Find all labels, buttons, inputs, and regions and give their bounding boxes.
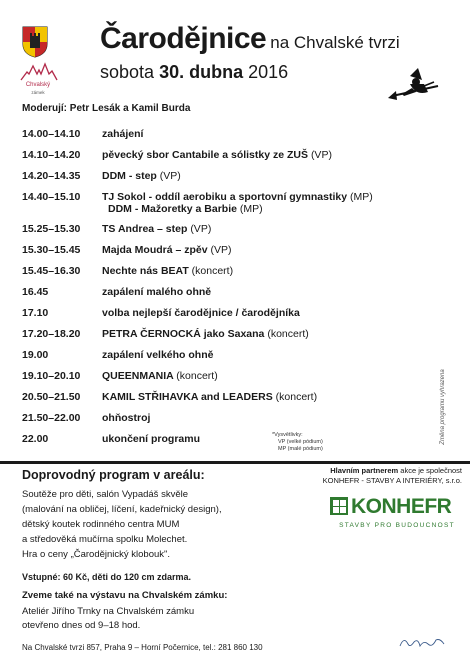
section-divider: [0, 461, 470, 464]
schedule-event: ohňostroj: [102, 412, 151, 424]
schedule-event: PETRA ČERNOCKÁ jako Saxana: [102, 328, 265, 340]
schedule-row: [22, 349, 382, 370]
chvalsky-logo-text: Chvalský zámek: [25, 82, 51, 95]
konhefr-logo-text: KONHEFR: [351, 495, 452, 518]
moderators: Moderují: Petr Lesák a Kamil Burda: [22, 103, 191, 114]
accompanying-line: Soutěže pro děti, salón Vypadáš skvěle: [22, 489, 188, 500]
program-change-note: Změna programu vyhrazena: [440, 369, 446, 445]
schedule-event: DDM - step: [102, 170, 157, 182]
partner-info: Hlavním partnerem akce je společnost KONHEFR - STAVBY A INTERIÉRY, s.r.o.: [322, 466, 462, 485]
schedule-time: 14.10–14.20: [22, 149, 81, 161]
schedule-event: TS Andrea – step: [102, 223, 188, 235]
schedule-time: 16.45: [22, 286, 49, 298]
schedule-time: 19.10–20.10: [22, 370, 81, 382]
konhefr-logo: [330, 494, 462, 520]
castle-logo-icon: [19, 60, 59, 82]
schedule-event: DDM - Mažoretky a Barbie: [108, 203, 237, 215]
schedule-event: Majda Moudrá – zpěv: [102, 244, 208, 256]
schedule-time: 17.20–18.20: [22, 328, 81, 340]
stage-note: (koncert): [176, 370, 218, 382]
accompanying-line: dětský koutek rodinného centra MUM: [22, 519, 180, 530]
schedule-time: 15.45–16.30: [22, 265, 81, 277]
schedule-time: 15.25–15.30: [22, 223, 81, 235]
schedule-row: [22, 328, 382, 349]
schedule-row: [22, 149, 382, 170]
schedule-row: [22, 307, 382, 328]
schedule-time: 14.00–14.10: [22, 128, 81, 140]
entry-fee: Vstupné: 60 Kč, děti do 120 cm zdarma.: [22, 572, 192, 582]
stage-legend: *Vysvětlivky: VP (velké pódium) MP (malé pódium): [272, 432, 323, 452]
schedule-time: 22.00: [22, 433, 49, 445]
program-schedule: [22, 128, 382, 454]
signature-icon: [398, 634, 446, 652]
stage-note: (VP): [210, 244, 232, 256]
title-main: Čarodějnice: [100, 22, 267, 55]
witch-on-broom-icon: [388, 66, 442, 106]
schedule-time: 20.50–21.50: [22, 391, 81, 403]
schedule-event: KAMIL STŘIHAVKA and LEADERS: [102, 391, 273, 403]
schedule-row: [22, 286, 382, 307]
title-suffix: na Chvalské tvrzi: [270, 33, 400, 52]
schedule-time: 19.00: [22, 349, 49, 361]
accompanying-line: Hra o ceny „Čarodějnický klobouk".: [22, 549, 171, 560]
schedule-row: [22, 170, 382, 191]
schedule-event: volba nejlepší čarodějnice / čarodějníka: [102, 307, 300, 319]
schedule-event: zahájení: [102, 128, 144, 140]
konhefr-logo-icon: [330, 497, 348, 515]
stage-note: (koncert): [275, 391, 318, 403]
event-date: sobota 30. dubna 2016: [100, 62, 289, 82]
schedule-row: [22, 370, 382, 391]
accompanying-line: a středověká mučírna spolku Molechet.: [22, 534, 188, 545]
stage-note: (koncert): [267, 328, 309, 340]
stage-note: (VP): [190, 223, 212, 235]
schedule-row: [22, 223, 382, 244]
coat-of-arms-icon: [22, 26, 48, 58]
exhibit-info: Ateliér Jiřího Trnky na Chvalském zámku otevřeno dnes od 9–18 hod.: [22, 606, 195, 631]
stage-note: (MP): [239, 203, 263, 215]
schedule-row: [22, 244, 382, 265]
konhefr-slogan: STAVBY PRO BUDOUCNOST: [339, 522, 455, 529]
schedule-row: [22, 191, 382, 223]
schedule-row: [22, 433, 382, 454]
schedule-time: 14.20–14.35: [22, 170, 81, 182]
accompanying-title: Doprovodný program v areálu:: [22, 468, 205, 482]
schedule-event: pěvecký sbor Cantabile a sólistky ze ZUŠ: [102, 149, 309, 161]
schedule-event: zapálení malého ohně: [102, 286, 212, 298]
schedule-time: 21.50–22.00: [22, 412, 81, 424]
schedule-time: 14.40–15.10: [22, 191, 81, 203]
schedule-row: [22, 265, 382, 286]
schedule-row: [22, 391, 382, 412]
stage-note: (VP): [310, 149, 332, 161]
stage-note: (MP): [349, 191, 373, 203]
stage-note: (VP): [159, 170, 181, 182]
page-title: [100, 22, 400, 56]
schedule-event: TJ Sokol - oddíl aerobiku a sportovní gymnastiky: [102, 191, 348, 203]
accompanying-program: [22, 487, 282, 562]
schedule-time: 15.30–15.45: [22, 244, 81, 256]
venue-address: Na Chvalské tvrzi 857, Praha 9 – Horní Počernice, tel.: 281 860 130: [22, 643, 263, 652]
schedule-row: [22, 128, 382, 149]
schedule-event: zapálení velkého ohně: [102, 349, 214, 361]
schedule-row: [22, 412, 382, 433]
schedule-event: ukončení programu: [102, 433, 201, 445]
schedule-event: QUEENMANIA: [102, 370, 174, 382]
schedule-time: 17.10: [22, 307, 49, 319]
stage-note: (koncert): [191, 265, 234, 277]
accompanying-line: (malování na obličej, líčení, kadeřnický design),: [22, 504, 222, 515]
schedule-event: Nechte nás BEAT: [102, 265, 189, 277]
exhibit-title: Zveme také na výstavu na Chvalském zámku:: [22, 590, 228, 601]
